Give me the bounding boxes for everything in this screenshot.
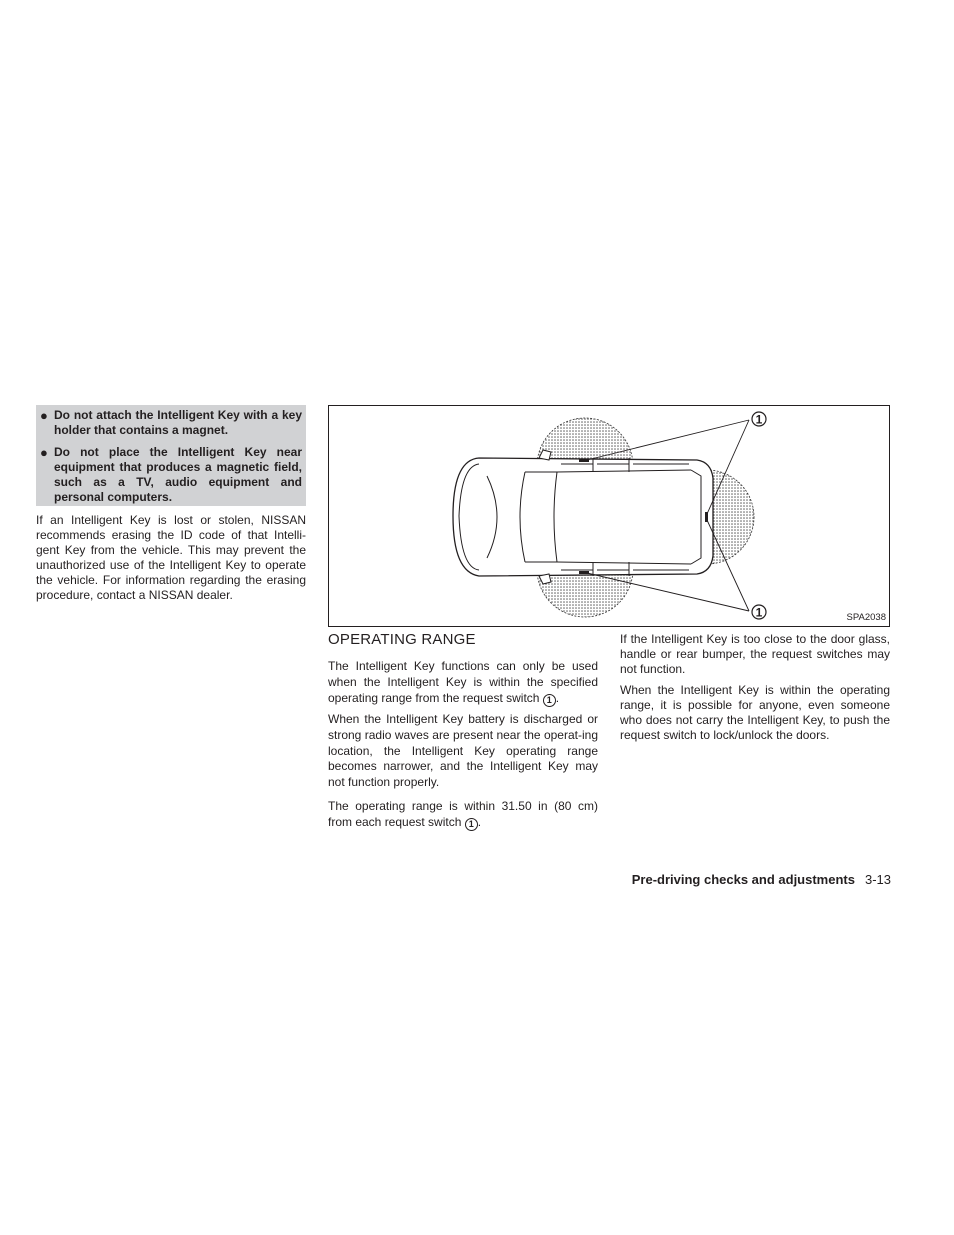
vehicle-top-view-diagram: [329, 406, 889, 626]
range-paragraph-1: [328, 658, 598, 707]
callout-1-bottom: [752, 605, 766, 620]
callout-1-inline: 1: [465, 818, 478, 831]
range-paragraph-1-end: .: [555, 691, 560, 705]
range-paragraph-3: [328, 798, 598, 831]
bullet-icon: ●: [40, 445, 48, 460]
page-number: 3-13: [864, 872, 891, 887]
callout-1-inline: 1: [543, 694, 556, 707]
lost-key-paragraph: If an Intelligent Key is lost or stolen, NISSAN recommends erasing the ID code of that Intelli-gent Key from the vehicle. This may prevent the unauthorized use of the Intelligent Key to operate the vehicle. For information regarding the erasing procedure, contact a NISSAN dealer.: [36, 513, 306, 602]
callout-1-top: [752, 412, 766, 427]
range-paragraph-1-text: The Intelligent Key functions can only be used when the Intelligent Key is within the specified operating range from the request switch: [328, 659, 598, 705]
range-paragraph-2: When the Intelligent Key battery is discharged or strong radio waves are present near the operat-ing location, the Intelligent Key operating range becomes narrower, and the Intelligent Key may not function properly.: [328, 712, 598, 790]
warning-item: [40, 445, 302, 505]
warning-text: Do not attach the Intelligent Key with a key holder that contains a magnet.: [54, 408, 302, 437]
warning-text: Do not place the Intelligent Key near equipment that produces a magnetic field, such as a TV, audio equipment and personal computers.: [54, 445, 302, 504]
figure-id: SPA2038: [846, 612, 886, 623]
range-paragraph-3-text: The operating range is within 31.50 in (80 cm) from each request switch: [328, 799, 598, 829]
range-paragraph-4: If the Intelligent Key is too close to the door glass, handle or rear bumper, the request switches may not function.: [620, 632, 890, 676]
range-paragraph-5: When the Intelligent Key is within the operating range, it is possible for anyone, even someone who does not carry the Intelligent Key, to push the request switch to lock/unlock the doors.: [620, 683, 890, 742]
callout-1-label: 1: [755, 605, 763, 620]
bullet-icon: ●: [40, 408, 48, 423]
operating-range-figure: [328, 405, 890, 627]
warning-item: [40, 408, 302, 438]
section-heading: OPERATING RANGE: [328, 631, 476, 648]
vehicle-body: [453, 458, 713, 576]
range-paragraph-3-end: .: [477, 815, 482, 829]
footer-section-title: Pre-driving checks and adjustments: [631, 872, 855, 887]
callout-1-label: 1: [755, 412, 763, 427]
warning-box: [36, 405, 306, 506]
page-footer: [632, 872, 891, 888]
